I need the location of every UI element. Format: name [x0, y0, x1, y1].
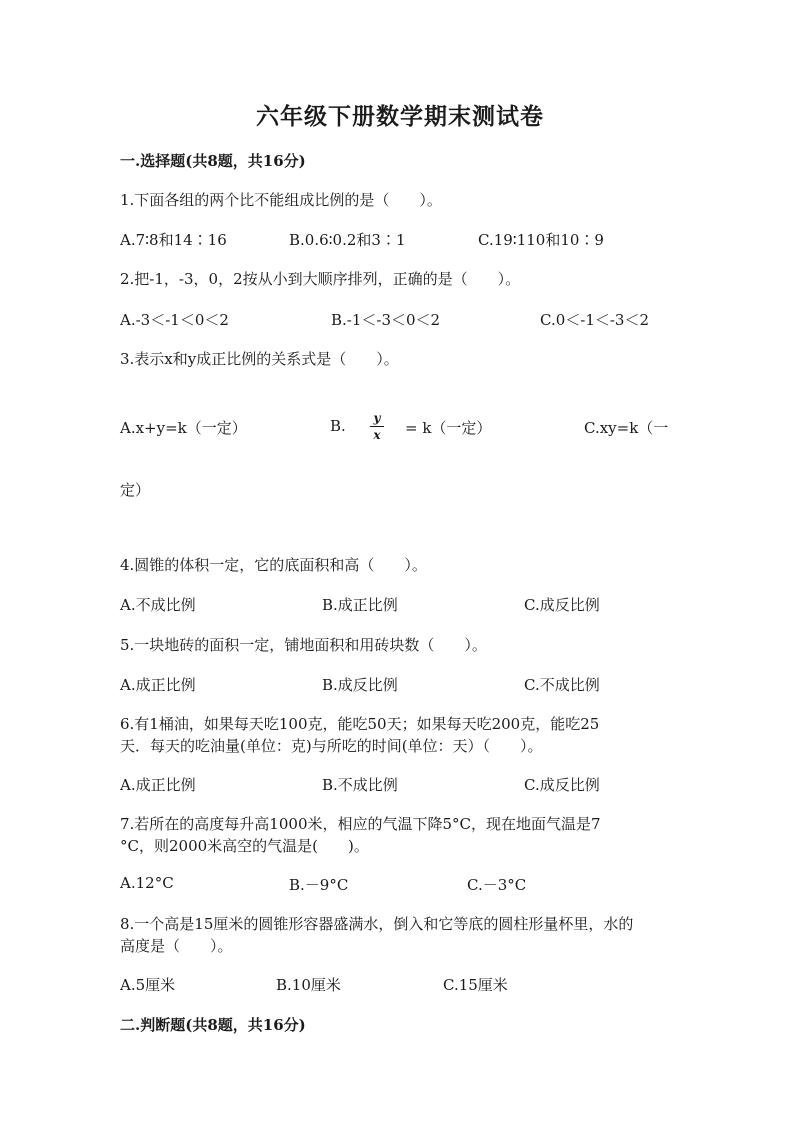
q3-option-c-continued: 定） [120, 481, 151, 499]
q6-option-b: B.不成比例 [322, 776, 398, 794]
q3-fraction [370, 412, 384, 441]
question-4: 4.圆锥的体积一定，它的底面积和高（ ）。 [120, 556, 427, 574]
q5-option-a: A.成正比例 [120, 676, 196, 694]
q6-option-a: A.成正比例 [120, 776, 196, 794]
question-8-line-2: 高度是（ ）。 [120, 937, 233, 955]
q4-option-a: A.不成比例 [120, 596, 196, 614]
q3-option-c: C.xy=k（一 [584, 419, 669, 437]
fraction-denominator: x [373, 428, 381, 442]
fraction-numerator: y [370, 412, 384, 427]
question-7-line-1: 7.若所在的高度每升高1000米，相应的气温下降5°C，现在地面气温是7 [120, 815, 601, 833]
question-8-line-1: 8.一个高是15厘米的圆锥形容器盛满水，倒入和它等底的圆柱形量杯里，水的 [120, 915, 634, 933]
question-1: 1.下面各组的两个比不能组成比例的是（ ）。 [120, 191, 442, 209]
page-title: 六年级下册数学期末测试卷 [256, 103, 544, 130]
question-3: 3.表示x和y成正比例的关系式是（ ）。 [120, 350, 399, 368]
q7-option-a: A.12°C [120, 874, 174, 892]
q2-option-a: A.-3＜-1＜0＜2 [120, 311, 229, 329]
q8-option-a: A.5厘米 [120, 976, 176, 994]
q6-option-c: C.成反比例 [524, 776, 600, 794]
q1-option-b: B.0.6∶0.2和3∶1 [289, 231, 406, 249]
question-2: 2.把-1，-3，0，2按从小到大顺序排列，正确的是（ ）。 [120, 270, 521, 288]
q3-option-b-label: B. [330, 417, 346, 435]
q7-option-c: C.－3°C [467, 876, 527, 894]
q2-option-b: B.-1＜-3＜0＜2 [331, 311, 441, 329]
q3-option-a: A.x+y=k（一定） [120, 419, 247, 437]
section-heading-choice: 一.选择题(共8题，共16分) [120, 152, 306, 170]
q4-option-b: B.成正比例 [322, 596, 398, 614]
q8-option-b: B.10厘米 [276, 976, 341, 994]
question-7-line-2: °C，则2000米高空的气温是( )。 [120, 837, 369, 855]
q1-option-c: C.19∶110和10∶9 [478, 231, 604, 249]
q7-option-b: B.－9°C [289, 876, 349, 894]
q2-option-c: C.0＜-1＜-3＜2 [540, 311, 650, 329]
section-heading-judgement: 二.判断题(共8题，共16分) [120, 1016, 306, 1034]
question-6-line-2: 天．每天的吃油量(单位：克)与所吃的时间(单位：天）（ ）。 [120, 737, 543, 755]
q8-option-c: C.15厘米 [443, 976, 508, 994]
q1-option-a: A.7∶8和14∶16 [120, 231, 227, 249]
q5-option-c: C.不成比例 [524, 676, 600, 694]
q3-option-b-equation: = k（一定） [405, 419, 492, 437]
question-5: 5.一块地砖的面积一定，铺地面积和用砖块数（ ）。 [120, 636, 487, 654]
q5-option-b: B.成反比例 [322, 676, 398, 694]
q4-option-c: C.成反比例 [524, 596, 600, 614]
question-6-line-1: 6.有1桶油，如果每天吃100克，能吃50天；如果每天吃200克，能吃25 [120, 715, 600, 733]
